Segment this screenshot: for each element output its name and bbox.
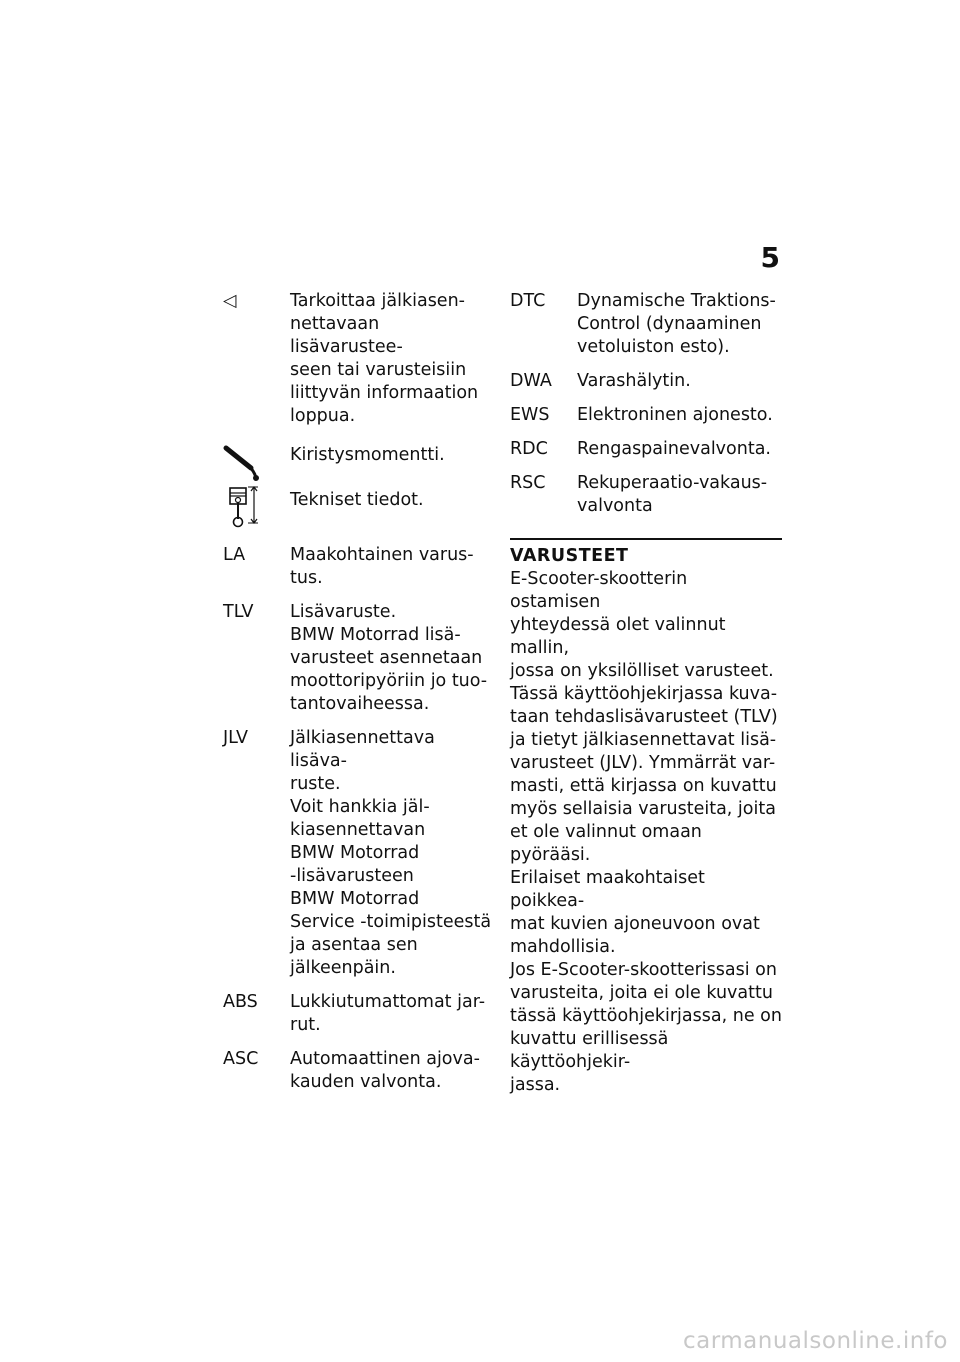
torque-wrench-icon — [223, 442, 263, 482]
abbreviation-list-left — [223, 290, 493, 1094]
entry-description — [290, 991, 493, 1037]
text-line: Tässä käyttöohjekirjassa kuva- — [510, 684, 778, 704]
abbreviation-key: RSC — [510, 473, 546, 493]
text-line: varusteita, joita ei ole kuvattu — [510, 983, 773, 1003]
text-line: kauden valvonta. — [290, 1072, 442, 1092]
section-paragraph — [510, 568, 782, 1097]
entry-ews — [510, 404, 782, 427]
text-line: Elektroninen ajonesto. — [577, 405, 773, 425]
abbreviation-list-right — [510, 290, 782, 1097]
text-line: nettavaan lisävarustee- — [290, 314, 403, 357]
entry-dwa — [510, 370, 782, 393]
entry-description — [290, 444, 493, 467]
text-line: -lisävarusteen — [290, 866, 414, 886]
text-line: varusteet asennetaan — [290, 648, 483, 668]
text-line: rut. — [290, 1015, 321, 1035]
text-line: Voit hankkia jäl- — [290, 797, 430, 817]
entry-description — [290, 544, 493, 590]
text-line: mat kuvien ajoneuvoon ovat — [510, 914, 760, 934]
text-line: Automaattinen ajova- — [290, 1049, 480, 1069]
text-line: Erilaiset maakohtaiset poikkea- — [510, 868, 705, 911]
entry-dtc — [510, 290, 782, 359]
text-line: masti, että kirjassa on kuvattu — [510, 776, 777, 796]
text-line: seen tai varusteisiin — [290, 360, 467, 380]
section-heading: VARUSTEET — [510, 546, 629, 566]
page-number: 5 — [760, 241, 780, 274]
entry-description — [577, 290, 782, 359]
text-line: kiasennettavan — [290, 820, 426, 840]
text-line: E-Scooter-skootterin ostamisen — [510, 569, 688, 612]
abbreviation-key: ASC — [223, 1049, 259, 1069]
entry-technical-data — [223, 489, 493, 533]
text-line: Dynamische Traktions- — [577, 291, 776, 311]
entry-description — [577, 438, 782, 461]
text-line: BMW Motorrad — [290, 889, 420, 909]
entry-tlv — [223, 601, 493, 716]
text-line: ja tietyt jälkiasennettavat lisä- — [510, 730, 777, 750]
text-line: tantovaiheessa. — [290, 694, 430, 714]
entry-abs — [223, 991, 493, 1037]
text-line: Tekniset tiedot. — [290, 490, 424, 510]
text-line: et ole valinnut omaan pyörääsi. — [510, 822, 702, 865]
entry-jlv — [223, 727, 493, 980]
abbreviation-key: LA — [223, 545, 246, 565]
abbreviation-key: JLV — [223, 728, 248, 748]
abbreviation-key: DWA — [510, 371, 552, 391]
text-line: liittyvän informaation — [290, 383, 479, 403]
entry-description — [577, 370, 782, 393]
section-divider — [510, 538, 782, 540]
entry-description — [290, 727, 493, 980]
text-line: Jos E-Scooter-skootterissasi on — [510, 960, 777, 980]
abbreviation-key: ABS — [223, 992, 258, 1012]
text-line: myös sellaisia varusteita, joita — [510, 799, 776, 819]
text-line: BMW Motorrad — [290, 843, 420, 863]
text-line: tässä käyttöohjekirjassa, ne on — [510, 1006, 782, 1026]
entry-description — [577, 472, 782, 518]
text-line: Kiristysmomentti. — [290, 445, 445, 465]
entry-end-marker — [223, 290, 493, 428]
text-line: ruste. — [290, 774, 341, 794]
text-line: loppua. — [290, 406, 356, 426]
entry-la — [223, 544, 493, 590]
entry-torque — [223, 444, 493, 467]
text-line: ja asentaa sen — [290, 935, 418, 955]
text-line: kuvattu erillisessä käyttöohjekir- — [510, 1029, 669, 1072]
text-line: Control (dynaaminen — [577, 314, 762, 334]
text-line: taan tehdaslisävarusteet (TLV) — [510, 707, 778, 727]
text-line: Tarkoittaa jälkiasen- — [290, 291, 465, 311]
abbreviation-key: EWS — [510, 405, 550, 425]
abbreviation-key: DTC — [510, 291, 546, 311]
entry-description — [290, 601, 493, 716]
entry-description — [290, 489, 493, 512]
text-line: jälkeenpäin. — [290, 958, 396, 978]
text-line: Varashälytin. — [577, 371, 691, 391]
abbreviation-key: TLV — [223, 602, 254, 622]
abbreviation-key: RDC — [510, 439, 548, 459]
text-line: Rengaspainevalvonta. — [577, 439, 771, 459]
text-line: tus. — [290, 568, 323, 588]
text-line: Lisävaruste. — [290, 602, 397, 622]
text-line: jassa. — [510, 1075, 561, 1095]
text-line: mahdollisia. — [510, 937, 616, 957]
text-line: Rekuperaatio-vakaus- — [577, 473, 768, 493]
piston-spec-icon — [223, 485, 263, 529]
entry-description — [290, 290, 493, 428]
text-line: valvonta — [577, 496, 653, 516]
text-line: Lukkiutumattomat jar- — [290, 992, 486, 1012]
entry-asc — [223, 1048, 493, 1094]
entry-description — [290, 1048, 493, 1094]
text-line: yhteydessä olet valinnut mallin, — [510, 615, 726, 658]
end-marker-symbol: ◁ — [223, 291, 237, 311]
text-line: jossa on yksilölliset varusteet. — [510, 661, 774, 681]
watermark: carmanualsonline.info — [682, 1328, 948, 1354]
text-line: Maakohtainen varus- — [290, 545, 474, 565]
entry-rsc — [510, 472, 782, 518]
text-line: Jälkiasennettava lisäva- — [290, 728, 435, 771]
text-line: BMW Motorrad lisä- — [290, 625, 461, 645]
text-line: varusteet (JLV). Ymmärrät var- — [510, 753, 776, 773]
text-line: Service -toimipisteestä — [290, 912, 492, 932]
text-line: vetoluiston esto). — [577, 337, 730, 357]
text-line: moottoripyöriin jo tuo- — [290, 671, 488, 691]
entry-rdc — [510, 438, 782, 461]
entry-description — [577, 404, 782, 427]
